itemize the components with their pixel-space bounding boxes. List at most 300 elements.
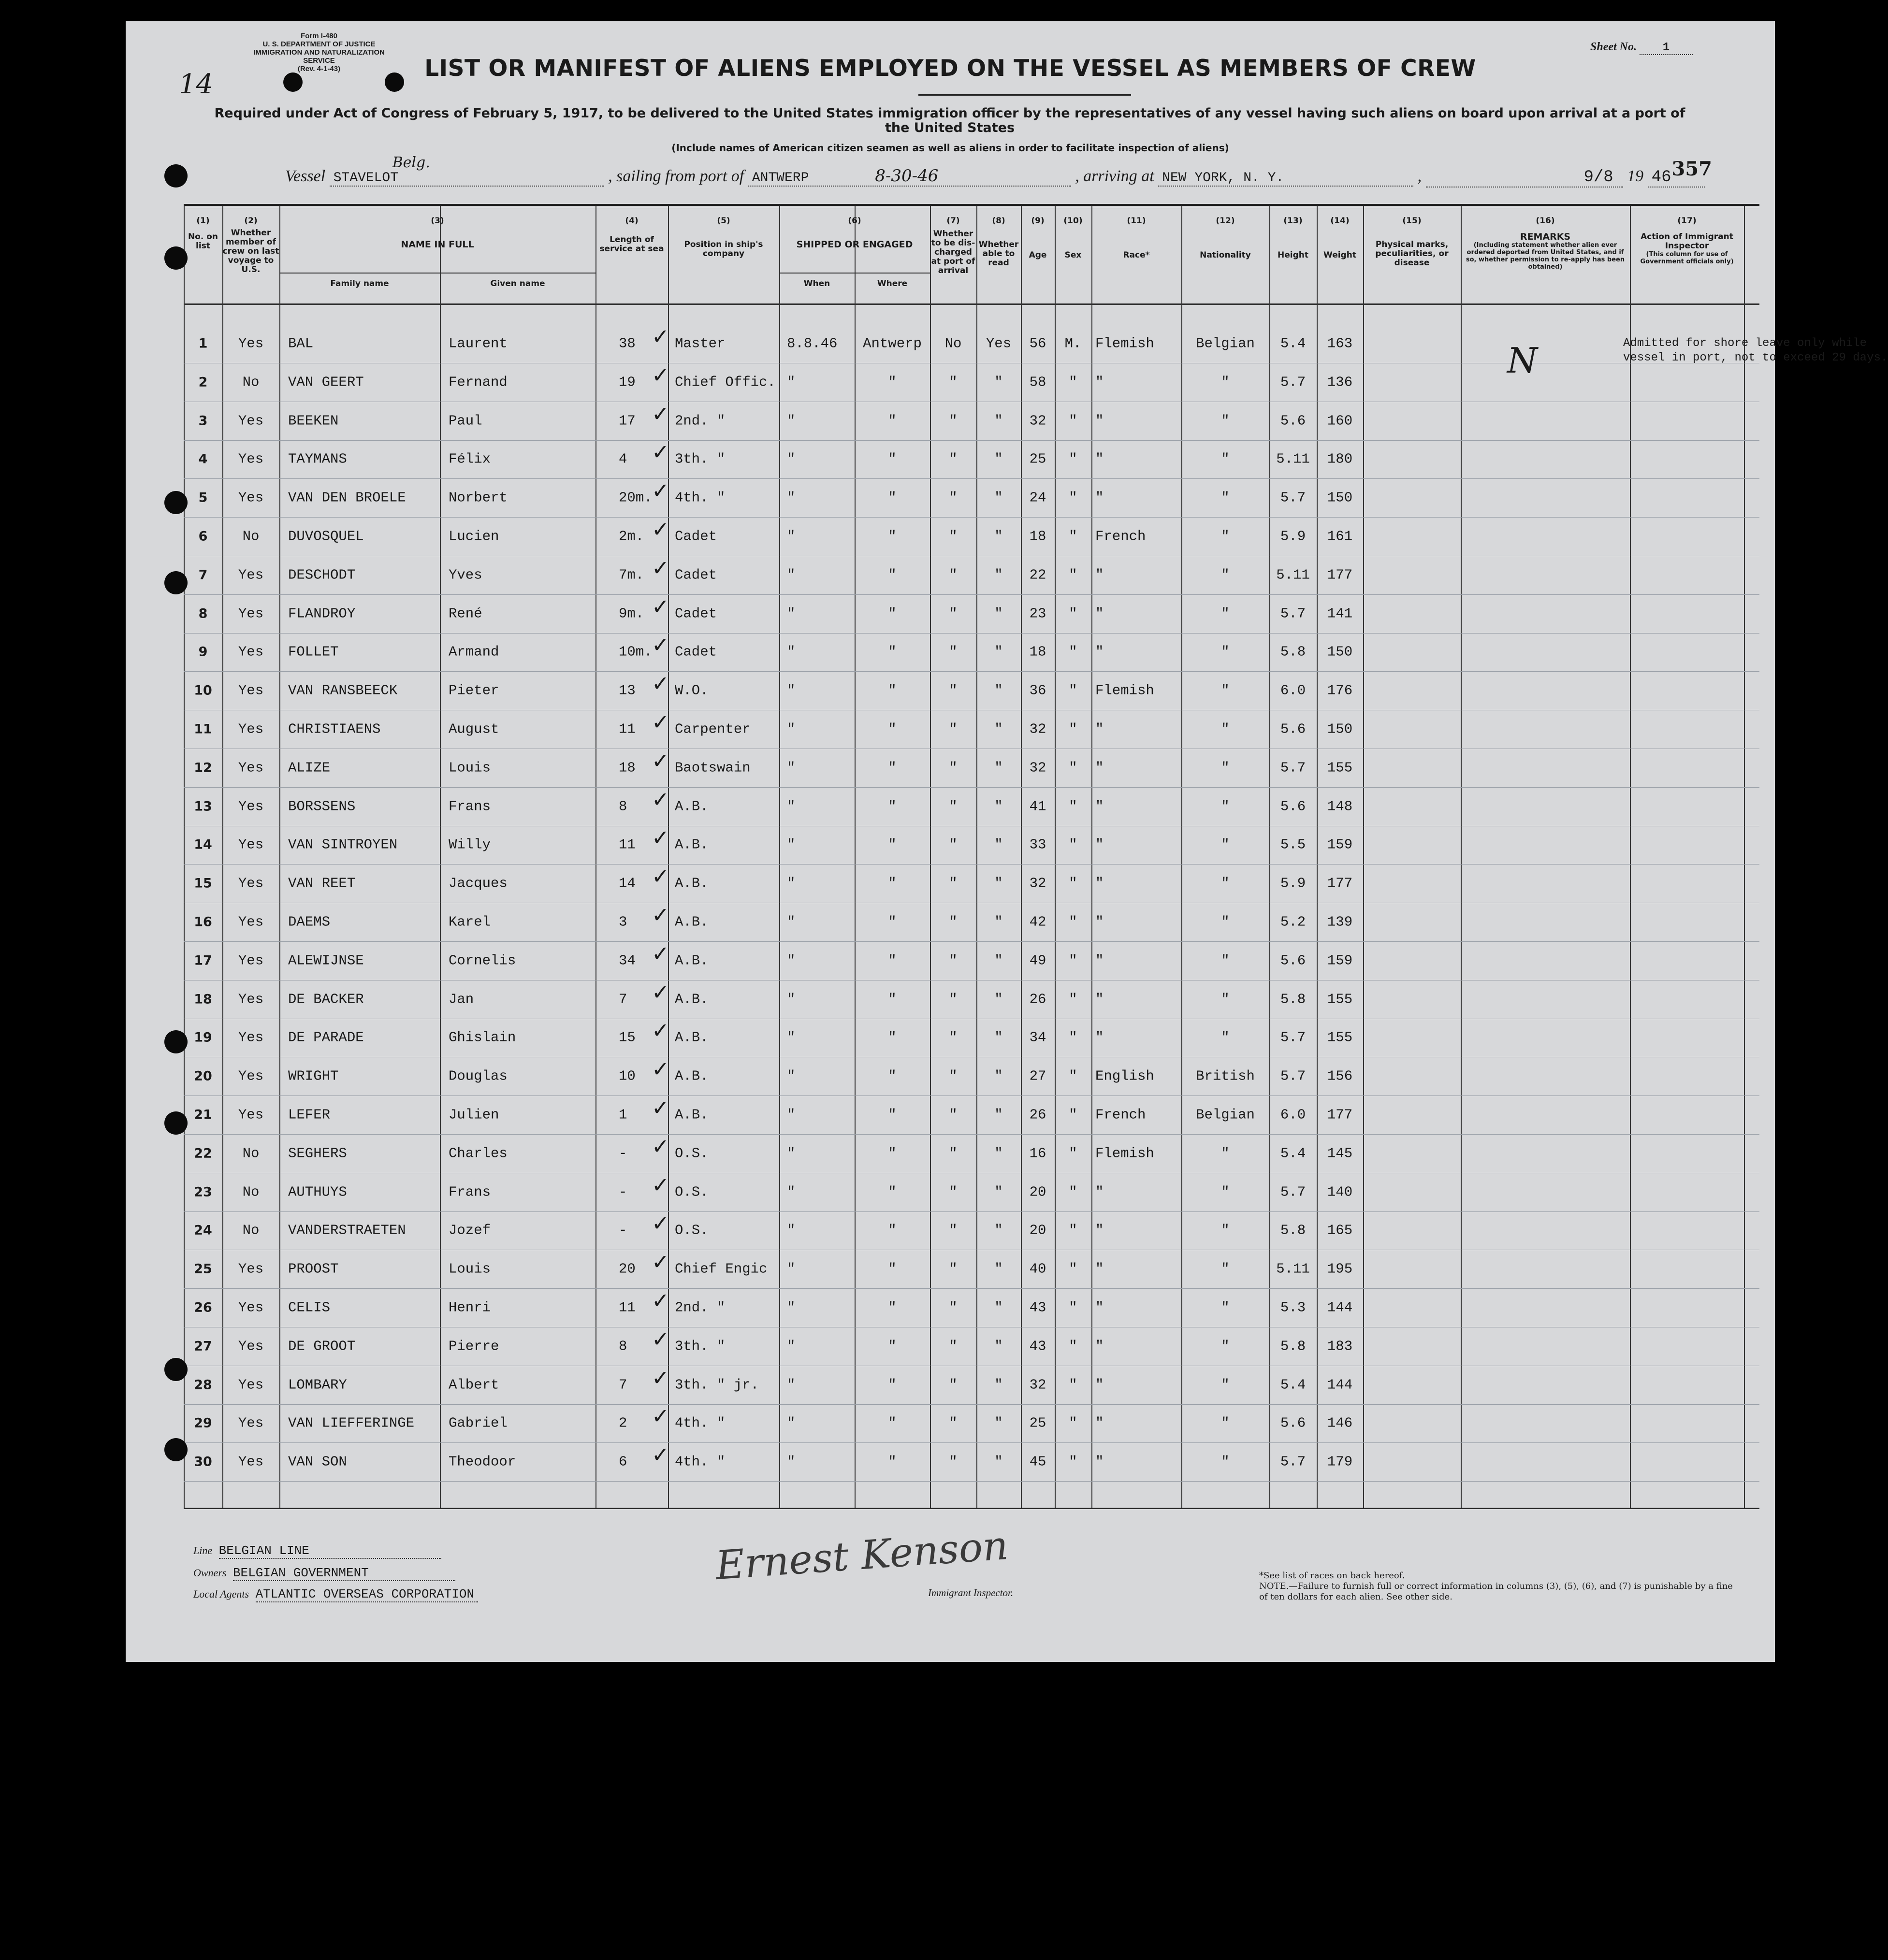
cell-family: ALEWIJNSE [288, 952, 364, 969]
cell-race: " [1095, 1299, 1104, 1316]
cell-family: VAN SON [288, 1454, 347, 1470]
cell-position: 4th. " [675, 1415, 726, 1431]
cell-where: Antwerp [863, 335, 922, 352]
cell-family: DAEMS [288, 914, 331, 930]
cell-age: 20 [1029, 1222, 1046, 1239]
inspector-signature: Ernest Kenson [714, 1522, 1010, 1589]
cell-family: VAN REET [288, 875, 356, 892]
header-col-12: (12) Nationality [1200, 216, 1251, 260]
cell-weight: 160 [1327, 413, 1353, 429]
cell-age: 22 [1029, 567, 1046, 583]
cell-height: 5.11 [1276, 567, 1310, 583]
line-value: BELGIAN LINE [219, 1543, 441, 1559]
cell-age: 27 [1029, 1068, 1046, 1084]
cell-position: Carpenter [675, 721, 751, 737]
arrival-date: 9/8 [1426, 168, 1623, 187]
cell-position: A.B. [675, 875, 709, 892]
cell-service: 7m. [619, 567, 644, 583]
cell-when: " [787, 1184, 796, 1200]
cell-given: Jacques [449, 875, 508, 892]
cell-sex: " [1069, 1184, 1077, 1200]
cell-where: " [888, 875, 897, 892]
cell-nat: " [1221, 1454, 1230, 1470]
title-underline [918, 94, 1131, 96]
cell-family: TAYMANS [288, 451, 347, 467]
cell-service: 17 [619, 413, 636, 429]
header-col-17: (17) Action of Immigrant Inspector (This column for use of Government officials only) [1640, 216, 1734, 265]
cell-service: 8 [619, 1338, 627, 1355]
footer-agents-field [193, 1587, 478, 1602]
cell-where: " [888, 1454, 897, 1470]
cell-no: 11 [194, 721, 212, 737]
header-col-11: (11) Race* [1123, 216, 1150, 260]
cell-weight: 145 [1327, 1145, 1353, 1162]
cell-when: " [787, 528, 796, 545]
cell-service: 6 [619, 1454, 627, 1470]
cell-when: " [787, 1107, 796, 1123]
cell-no: 5 [198, 490, 208, 505]
cell-age: 34 [1029, 1029, 1046, 1046]
remarks-text: Admitted for shore leave only while vessel in port, not to exceed 29 days. [1623, 337, 1888, 364]
cell-given: Julien [449, 1107, 499, 1123]
cell-age: 25 [1029, 1415, 1046, 1431]
cell-when: " [787, 836, 796, 853]
punch-hole [283, 72, 303, 92]
cell-nat: " [1221, 644, 1230, 660]
cell-family: VAN GEERT [288, 374, 364, 390]
cell-race: " [1095, 991, 1104, 1008]
check-mark-icon: ✓ [652, 1134, 669, 1159]
cell-position: A.B. [675, 1107, 709, 1123]
cell-read: " [994, 1338, 1003, 1355]
punch-hole [164, 1438, 188, 1461]
cell-family: ALIZE [288, 760, 331, 776]
cell-nat: " [1221, 760, 1230, 776]
header-col-9: (9) Age [1029, 216, 1047, 260]
cell-where: " [888, 1415, 897, 1431]
cell-weight: 163 [1327, 335, 1353, 352]
sheet-number-value: 1 [1640, 41, 1693, 55]
cell-given: Paul [449, 413, 482, 429]
cell-no: 18 [194, 992, 212, 1007]
cell-family: BORSSENS [288, 798, 356, 815]
cell-height: 5.3 [1280, 1299, 1306, 1316]
check-mark-icon: ✓ [652, 594, 669, 620]
cell-race: " [1095, 1338, 1104, 1355]
cell-no: 4 [198, 451, 208, 467]
cell-service: 7 [619, 991, 627, 1008]
inspector-label: Immigrant Inspector. [928, 1587, 1014, 1599]
cell-family: LOMBARY [288, 1377, 347, 1393]
cell-position: Cadet [675, 528, 717, 545]
vessel-line: Vessel Belg. STAVELOT , sailing from port of ANTWERP 8-30-46 , arriving at NEW YORK, N. Y. , 9/8 19 46 [285, 166, 1705, 187]
cell-weight: 159 [1327, 952, 1353, 969]
cell-race: " [1095, 760, 1104, 776]
cell-where: " [888, 413, 897, 429]
cell-no: 15 [194, 876, 212, 891]
cell-height: 5.7 [1280, 1068, 1306, 1084]
vessel-name: STAVELOT [333, 171, 399, 186]
cell-race: " [1095, 451, 1104, 467]
cell-service: 1 [619, 1107, 627, 1123]
header-where: Where [877, 279, 908, 288]
cell-disch: " [949, 567, 958, 583]
cell-position: A.B. [675, 914, 709, 930]
cell-no: 22 [194, 1146, 212, 1161]
cell-when: " [787, 374, 796, 390]
cell-weight: 141 [1327, 605, 1353, 622]
cell-when: " [787, 952, 796, 969]
cell-no: 19 [194, 1030, 212, 1045]
cell-family: SEGHERS [288, 1145, 347, 1162]
cell-height: 6.0 [1280, 682, 1306, 699]
cell-weight: 150 [1327, 644, 1353, 660]
cell-no: 29 [194, 1415, 212, 1431]
agents-value: ATLANTIC OVERSEAS CORPORATION [256, 1587, 478, 1602]
cell-sex: " [1069, 1454, 1077, 1470]
cell-no: 2 [198, 375, 208, 390]
cell-disch: " [949, 451, 958, 467]
cell-no: 7 [198, 567, 208, 583]
cell-when: 8.8.46 [787, 335, 838, 352]
cell-race: " [1095, 1222, 1104, 1239]
footnotes [1259, 1571, 1743, 1602]
cell-sex: " [1069, 1377, 1077, 1393]
cell-no: 27 [194, 1339, 212, 1354]
cell-sex: " [1069, 644, 1077, 660]
document-subnote: (Include names of American citizen seamen as well as aliens in order to facilitate inspection of aliens) [671, 142, 1229, 154]
cell-age: 26 [1029, 1107, 1046, 1123]
cell-sex: " [1069, 1068, 1077, 1084]
cell-read: " [994, 605, 1003, 622]
cell-where: " [888, 1222, 897, 1239]
cell-weight: 155 [1327, 991, 1353, 1008]
cell-no: 12 [194, 760, 212, 776]
cell-race: " [1095, 798, 1104, 815]
cell-weight: 150 [1327, 721, 1353, 737]
cell-family: CHRISTIAENS [288, 721, 381, 737]
cell-age: 32 [1029, 1377, 1046, 1393]
cell-prev: Yes [238, 1415, 264, 1431]
cell-read: " [994, 528, 1003, 545]
cell-where: " [888, 991, 897, 1008]
remarks-handwritten-mark: N [1507, 340, 1538, 381]
cell-age: 26 [1029, 991, 1046, 1008]
cell-no: 10 [194, 683, 212, 698]
line-label: Line [193, 1544, 213, 1556]
cell-service: 10m. [619, 644, 653, 660]
punch-hole [164, 246, 188, 270]
check-mark-icon: ✓ [652, 1057, 669, 1082]
cell-disch: " [949, 1184, 958, 1200]
cell-family: DE BACKER [288, 991, 364, 1008]
header-col-3: (3) NAME IN FULL [401, 216, 474, 250]
cell-nat: " [1221, 1029, 1230, 1046]
cell-race: Flemish [1095, 335, 1154, 352]
cell-height: 5.7 [1280, 760, 1306, 776]
cell-no: 20 [194, 1068, 212, 1084]
cell-disch: " [949, 1338, 958, 1355]
manifest-sheet [126, 21, 1888, 1662]
cell-prev: Yes [238, 1068, 264, 1084]
sailing-label: , sailing from port of [608, 167, 744, 185]
cell-age: 33 [1029, 836, 1046, 853]
cell-given: Ghislain [449, 1029, 516, 1046]
cell-read: " [994, 760, 1003, 776]
cell-service: 38 [619, 335, 636, 352]
cell-position: 3th. " [675, 451, 726, 467]
check-mark-icon: ✓ [652, 903, 669, 928]
cell-position: 3th. " [675, 1338, 726, 1355]
departure-port-field [748, 166, 1071, 187]
cell-service: 7 [619, 1377, 627, 1393]
cell-race: " [1095, 721, 1104, 737]
cell-race: " [1095, 1029, 1104, 1046]
cell-weight: 156 [1327, 1068, 1353, 1084]
cell-where: " [888, 1145, 897, 1162]
cell-race: " [1095, 374, 1104, 390]
cell-where: " [888, 644, 897, 660]
cell-race: " [1095, 1454, 1104, 1470]
cell-sex: " [1069, 1415, 1077, 1431]
cell-read: " [994, 991, 1003, 1008]
cell-height: 5.6 [1280, 1415, 1306, 1431]
cell-nat: " [1221, 875, 1230, 892]
cell-given: Laurent [449, 335, 508, 352]
cell-no: 8 [198, 606, 208, 621]
check-mark-icon: ✓ [652, 1173, 669, 1198]
cell-service: 4 [619, 451, 627, 467]
cell-disch: " [949, 952, 958, 969]
cell-prev: No [242, 528, 260, 545]
footnote-penalty: NOTE.—Failure to furnish full or correct information in columns (3), (5), (6), and (7) is punishable by a fine of ten dollars for each alien. See other side. [1259, 1581, 1733, 1602]
cell-read: " [994, 1454, 1003, 1470]
cell-nat: " [1221, 682, 1230, 699]
cell-read: " [994, 952, 1003, 969]
departure-port: ANTWERP [752, 171, 809, 186]
cell-prev: Yes [238, 798, 264, 815]
cell-position: 3th. " jr. [675, 1377, 759, 1393]
cell-when: " [787, 1415, 796, 1431]
cell-position: A.B. [675, 991, 709, 1008]
check-mark-icon: ✓ [652, 324, 669, 349]
cell-where: " [888, 451, 897, 467]
cell-disch: " [949, 1107, 958, 1123]
cell-sex: " [1069, 836, 1077, 853]
cell-family: DUVOSQUEL [288, 528, 364, 545]
cell-prev: No [242, 374, 260, 390]
cell-nat: British [1196, 1068, 1255, 1084]
cell-sex: " [1069, 1338, 1077, 1355]
cell-given: Lucien [449, 528, 499, 545]
cell-service: 11 [619, 836, 636, 853]
cell-disch: " [949, 413, 958, 429]
cell-prev: Yes [238, 760, 264, 776]
cell-age: 43 [1029, 1299, 1046, 1316]
cell-given: Louis [449, 760, 491, 776]
departure-date: 8-30-46 [875, 166, 939, 186]
punch-hole [385, 72, 404, 92]
page-number: 357 [1671, 158, 1712, 180]
cell-read: " [994, 1107, 1003, 1123]
cell-disch: " [949, 682, 958, 699]
cell-no: 14 [194, 837, 212, 852]
cell-prev: Yes [238, 1454, 264, 1470]
header-when: When [803, 279, 830, 288]
cell-position: 2nd. " [675, 1299, 726, 1316]
cell-disch: " [949, 605, 958, 622]
cell-given: Charles [449, 1145, 508, 1162]
cell-read: " [994, 567, 1003, 583]
cell-sex: " [1069, 1261, 1077, 1277]
cell-nat: " [1221, 374, 1230, 390]
cell-height: 5.6 [1280, 798, 1306, 815]
cell-service: 2m. [619, 528, 644, 545]
cell-nat: " [1221, 1377, 1230, 1393]
cell-sex: " [1069, 413, 1077, 429]
cell-disch: " [949, 1145, 958, 1162]
cell-position: A.B. [675, 1029, 709, 1046]
cell-read: " [994, 914, 1003, 930]
cell-prev: Yes [238, 836, 264, 853]
vessel-name-field [330, 154, 604, 187]
cell-no: 1 [198, 336, 208, 351]
cell-position: O.S. [675, 1184, 709, 1200]
cell-age: 16 [1029, 1145, 1046, 1162]
cell-age: 42 [1029, 914, 1046, 930]
cell-age: 43 [1029, 1338, 1046, 1355]
cell-nat: " [1221, 991, 1230, 1008]
cell-prev: Yes [238, 335, 264, 352]
check-mark-icon: ✓ [652, 517, 669, 542]
cell-when: " [787, 1299, 796, 1316]
cell-height: 5.7 [1280, 1454, 1306, 1470]
check-mark-icon: ✓ [652, 440, 669, 465]
cell-when: " [787, 760, 796, 776]
vessel-label: Vessel [285, 167, 326, 185]
cell-prev: Yes [238, 1338, 264, 1355]
cell-sex: " [1069, 1299, 1077, 1316]
check-mark-icon: ✓ [652, 478, 669, 504]
cell-given: Armand [449, 644, 499, 660]
cell-service: 8 [619, 798, 627, 815]
cell-where: " [888, 914, 897, 930]
cell-nat: " [1221, 528, 1230, 545]
check-mark-icon: ✓ [652, 1211, 669, 1236]
header-col-2: (2) Whether member of crew on last voyage to U.S. [222, 216, 279, 274]
cell-where: " [888, 1184, 897, 1200]
check-mark-icon: ✓ [652, 749, 669, 774]
margin-annotation: 14 [179, 69, 214, 100]
cell-when: " [787, 644, 796, 660]
cell-disch: " [949, 1415, 958, 1431]
cell-no: 3 [198, 413, 208, 429]
cell-disch: " [949, 1261, 958, 1277]
cell-service: 11 [619, 1299, 636, 1316]
cell-height: 5.11 [1276, 451, 1310, 467]
cell-given: Pierre [449, 1338, 499, 1355]
cell-given: Cornelis [449, 952, 516, 969]
cell-prev: No [242, 1145, 260, 1162]
cell-age: 32 [1029, 413, 1046, 429]
cell-sex: " [1069, 991, 1077, 1008]
cell-given: Yves [449, 567, 482, 583]
header-family-name: Family name [330, 279, 389, 288]
header-col-8: (8) Whether able to read [978, 216, 1019, 268]
cell-age: 49 [1029, 952, 1046, 969]
cell-service: 20 [619, 1261, 636, 1277]
cell-service: - [619, 1184, 627, 1200]
cell-where: " [888, 682, 897, 699]
cell-race: French [1095, 1107, 1146, 1123]
vessel-flag-note: Belg. [392, 154, 430, 171]
cell-nat: Belgian [1196, 1107, 1255, 1123]
cell-height: 5.7 [1280, 1184, 1306, 1200]
cell-position: A.B. [675, 952, 709, 969]
cell-no: 28 [194, 1377, 212, 1393]
cell-position: Cadet [675, 605, 717, 622]
cell-family: DESCHODT [288, 567, 356, 583]
cell-no: 26 [194, 1300, 212, 1315]
cell-given: Douglas [449, 1068, 508, 1084]
cell-weight: 155 [1327, 1029, 1353, 1046]
cell-weight: 177 [1327, 567, 1353, 583]
cell-read: " [994, 451, 1003, 467]
header-col-7: (7) Whether to be dis-charged at port of arrival [931, 216, 975, 275]
cell-height: 5.8 [1280, 1338, 1306, 1355]
cell-family: VAN SINTROYEN [288, 836, 398, 853]
sheet-number-field [1590, 41, 1693, 55]
cell-read: " [994, 1068, 1003, 1084]
cell-given: Fernand [449, 374, 508, 390]
cell-read: " [994, 1261, 1003, 1277]
cell-when: " [787, 991, 796, 1008]
cell-race: " [1095, 490, 1104, 506]
cell-sex: " [1069, 952, 1077, 969]
service-name: IMMIGRATION AND NATURALIZATION SERVICE [253, 48, 385, 65]
cell-position: O.S. [675, 1145, 709, 1162]
header-col-4: (4) Length of service at sea [599, 216, 664, 254]
cell-where: " [888, 1029, 897, 1046]
cell-race: " [1095, 1184, 1104, 1200]
cell-age: 32 [1029, 875, 1046, 892]
cell-position: Chief Engic [675, 1261, 768, 1277]
cell-nat: " [1221, 1222, 1230, 1239]
arriving-label: , arriving at [1075, 167, 1154, 185]
check-mark-icon: ✓ [652, 941, 669, 966]
cell-weight: 177 [1327, 1107, 1353, 1123]
cell-no: 24 [194, 1223, 212, 1238]
cell-age: 25 [1029, 451, 1046, 467]
cell-no: 30 [194, 1454, 212, 1470]
cell-given: Henri [449, 1299, 491, 1316]
cell-when: " [787, 1454, 796, 1470]
document-subtitle: Required under Act of Congress of February 5, 1917, to be delivered to the United States immigration officer by the representatives of any vessel having such aliens on board upon arrival at a port of the United States [214, 106, 1685, 135]
cell-disch: " [949, 1222, 958, 1239]
footer-owners-field [193, 1566, 455, 1581]
cell-where: " [888, 760, 897, 776]
cell-read: " [994, 1222, 1003, 1239]
cell-sex: " [1069, 914, 1077, 930]
cell-family: DE GROOT [288, 1338, 356, 1355]
cell-height: 5.8 [1280, 1222, 1306, 1239]
cell-read: " [994, 798, 1003, 815]
cell-position: W.O. [675, 682, 709, 699]
cell-family: VAN DEN BROELE [288, 490, 406, 506]
cell-weight: 177 [1327, 875, 1353, 892]
cell-height: 6.0 [1280, 1107, 1306, 1123]
check-mark-icon: ✓ [652, 1250, 669, 1275]
